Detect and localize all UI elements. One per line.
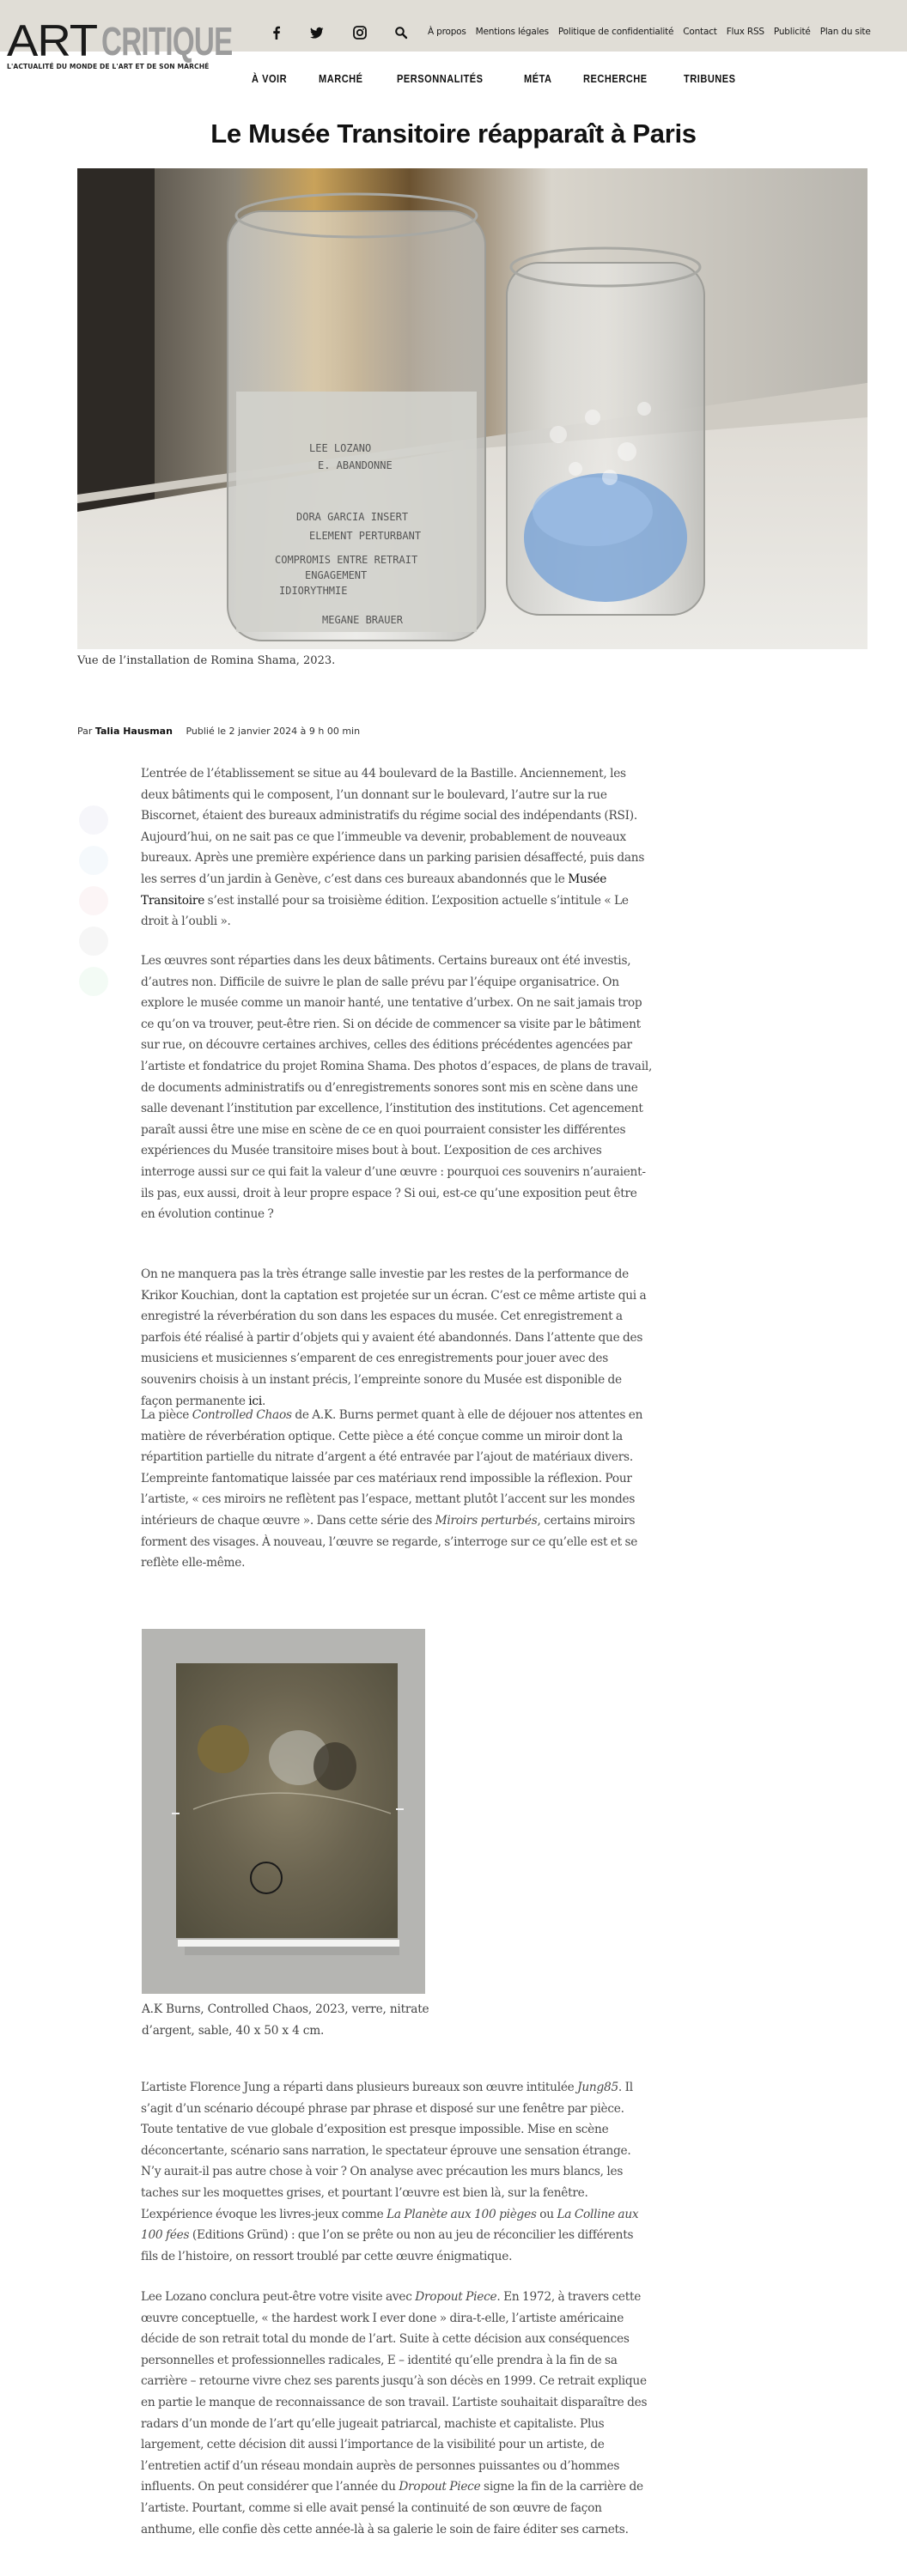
byline-prefix: Par: [77, 726, 93, 737]
article-paragraph-3: [141, 1264, 653, 1412]
p4-text-b: de A.K. Burns permet quant à elle de déjouer nos attentes en matière de réverbération optique. Cette pièce a été conçue comme un miroir dont la répartition partielle du nitrate d’argent a été entravée par l’ajout de matériaux divers. L’empreinte fantomatique laissée par ces matériaux rend impossible la réflexion. Pour l’artiste, « ces miroirs ne reflètent pas l’espace, mettant plutôt l’accent sur les mondes intérieurs de chaque œuvre ». Dans cette série des: [141, 1408, 643, 1528]
p6-text-a: Lee Lozano conclura peut-être votre visite avec: [141, 2290, 416, 2304]
p4-text-a: La pièce: [141, 1408, 192, 1422]
article-title: Le Musée Transitoire réapparaît à Paris: [210, 118, 697, 149]
site-tagline: L'ACTUALITÉ DU MONDE DE L'ART ET DE SON MARCHÉ: [7, 63, 210, 70]
nav-marche[interactable]: MARCHÉ: [319, 72, 363, 85]
p3-text-end: .: [261, 1394, 266, 1408]
byline: [77, 726, 360, 737]
facebook-share-icon[interactable]: [79, 805, 108, 835]
handwriting-3: DORA GARCIA INSERT: [296, 511, 409, 523]
p5-text-d: (Editions Gründ) : que l’on se prête ou non au jeu de réconcilier les différents fils de l’histoire, on ressort troublé par cette œuvre énigmatique.: [141, 2228, 634, 2263]
logo-critique-text: CRITIQUE: [101, 19, 233, 64]
util-link-a-propos[interactable]: À propos: [428, 27, 466, 37]
util-link-flux-rss[interactable]: Flux RSS: [726, 27, 764, 37]
p3-text: On ne manquera pas la très étrange salle investie par les restes de la performance de Krikor Kouchian, dont la captation est projetée sur un écran. C’est ce même artiste qui a enregistré la réverbération du son dans les espaces du musée. Cet enregistrement a parfois été réalisé à partir d’objets qui y avaient été abandonnés. Dans l’attente que des musiciens et musiciennes s’emparent de ces enregistrements pour jouer avec des souvenirs choisis à un instant précis, l’empreinte sonore du Musée est disponible de façon permanente: [141, 1267, 647, 1408]
p4-italic-miroirs: Miroirs perturbés: [435, 1513, 538, 1528]
jars-photo: [77, 168, 867, 649]
controlled-chaos-image: [142, 1629, 425, 1994]
article-paragraph-4: [141, 1405, 653, 1574]
p6-text-b: . En 1972, à travers cette œuvre conceptuelle, « the hardest work I ever done » dira-t-elle, l’artiste américaine décide de son retrait total du monde de l’art. Suite à cette décision aux conséquences personnelles et professionnelles radicales, E – identité qu’elle prendra à la fin de sa carrière – retourne vivre chez ses parents jusqu’à son décès en 1999. Ce retrait explique en partie le manque de reconnaissance de son travail. L’artiste souhaitait disparaître des radars d’un monde de l’art qu’elle jugeait patriarcal, machiste et capitaliste. Plus largement, cette décision dit aussi l’importance de la visibilité pour un artiste, de l’entretien actif d’un réseau mondain auprès de personnes puissantes ou d’hommes influents. On peut considérer que l’année du: [141, 2290, 648, 2494]
p5-text-c: ou: [536, 2207, 557, 2221]
p1-text-end: s’est installé pour sa troisième édition. L’exposition actuelle s’intitule « Le droit à l’oubli ».: [141, 893, 629, 929]
nav-personnalites[interactable]: PERSONNALITÉS: [397, 72, 484, 85]
handwriting-5: COMPROMIS ENTRE RETRAIT: [275, 554, 418, 566]
image2-caption: A.K Burns, Controlled Chaos, 2023, verre, nitrate d’argent, sable, 40 x 50 x 4 cm.: [142, 2002, 429, 2038]
hero-image: [77, 168, 867, 649]
handwriting-2: E. ABANDONNE: [318, 459, 393, 471]
article-paragraph-6: [141, 2287, 653, 2540]
p1-text: L’entrée de l’établissement se situe au 44 boulevard de la Bastille. Anciennement, les deux bâtiments qui le composent, l’un donnant sur le boulevard, l’autre sur la rue Biscornet, étaient des bureaux administratifs du régime social des indépendants (RSI). Aujourd’hui, on ne sait pas ce que l’immeuble va devenir, probablement de nouveaux bureaux. Après une première expérience dans un parking parisien désaffecté, puis dans les serres d’un jardin à Genève, c’est dans ces bureaux abandonnés que le: [141, 767, 645, 886]
handwriting-4: ELEMENT PERTURBANT: [309, 530, 422, 542]
musee-transitoire-link[interactable]: Musée Transitoire: [141, 872, 607, 908]
p4-italic-controlled-chaos: Controlled Chaos: [192, 1408, 292, 1422]
instagram-icon[interactable]: [353, 26, 367, 39]
p6-italic-dropout: Dropout Piece: [415, 2290, 497, 2304]
facebook-icon[interactable]: [270, 26, 283, 39]
handwriting-8: MEGANE BRAUER: [322, 614, 403, 626]
util-link-plan-du-site[interactable]: Plan du site: [819, 27, 871, 37]
p5-text-b: . Il s’agit d’un scénario découpé phrase par phrase et disposé sur une fenêtre par pièce. Toute tentative de vue globale d’exposition est presque impossible. Mise en scène déconcertante, scénario sans narration, le spectateur éprouve une sensation étrange. N’y aurait-il pas autre chose à voir ? On analyse avec précaution les murs blancs, les taches sur les moquettes grises, et pourtant l’œuvre est bien là, sur la fenêtre. L’expérience évoque les livres-jeux comme: [141, 2081, 633, 2221]
nav-recherche[interactable]: RECHERCHE: [582, 72, 648, 85]
article-paragraph-1: [141, 763, 653, 933]
twitter-icon[interactable]: [310, 26, 324, 39]
p6-text-c: signe la fin de la carrière de l’artiste. Pourtant, comme si elle avait pensé la continuité de son œuvre de façon anthume, elle confie dès cette année-là à sa galerie le soin de faire éditer ses carnets.: [141, 2480, 643, 2537]
mirror-artwork-photo: [142, 1629, 425, 1994]
util-link-politique-confidentialite[interactable]: Politique de confidentialité: [557, 27, 674, 37]
p5-italic-colline: La Colline aux 100 fées: [141, 2207, 639, 2243]
hero-caption: Vue de l’installation de Romina Shama, 2023.: [77, 654, 336, 667]
email-share-icon[interactable]: [79, 927, 108, 956]
p5-text-a: L’artiste Florence Jung a réparti dans plusieurs bureaux son œuvre intitulée: [141, 2081, 578, 2094]
util-link-mentions-legales[interactable]: Mentions légales: [475, 27, 549, 37]
handwriting-1: LEE LOZANO: [309, 442, 372, 454]
p2-text: Les œuvres sont réparties dans les deux bâtiments. Certains bureaux ont été investis, d’autres non. Difficile de suivre le plan de salle prévu par l’équipe organisatrice. On explore le musée comme un manoir hanté, une tentative d’urbex. On ne sait jamais trop ce qu’on va trouver, peut-être rien. Si on décide de commencer sa visite par le bâtiment sur rue, on découvre certaines archives, celles des éditions précédentes agencées par l’artiste et fondatrice du projet Romina Shama. Des photos d’espaces, de plans de travail, de documents administratifs ou d’enregistrements sonores sont mis en scène dans une salle devenant l’institution par excellence, l’institution des institutions. Cet agencement paraît aussi être une mise en scène de ce en quoi pourraient consister les différentes expériences du Musée transitoire mises bout à bout. L’exposition de ces archives interroge aussi sur ce qui fait la valeur d’une œuvre : pourquoi ces souvenirs n’auraient-ils pas, eux aussi, droit à leur propre espace ? Si oui, est-ce qu’une exposition peut être en évolution continue ?: [141, 954, 653, 1222]
main-nav: [252, 72, 771, 85]
handwriting-6: ENGAGEMENT: [305, 569, 368, 581]
utility-links: [428, 27, 880, 37]
p4-text-c: , certains miroirs forment des visages. À nouveau, l’œuvre se regarde, s’interroge sur ce qu’elle est et se reflète elle-même.: [141, 1513, 638, 1571]
nav-tribunes[interactable]: TRIBUNES: [684, 72, 736, 85]
search-icon[interactable]: [394, 26, 408, 39]
publish-date: Publié le 2 janvier 2024 à 9 h 00 min: [186, 726, 361, 737]
handwriting-7: IDIORYTHMIE: [279, 585, 348, 597]
article-paragraph-2: [141, 951, 653, 1225]
article-paragraph-5: [141, 2077, 653, 2267]
pinterest-share-icon[interactable]: [79, 886, 108, 915]
whatsapp-share-icon[interactable]: [79, 967, 108, 996]
p5-italic-planete: La Planète aux 100 pièges: [387, 2207, 537, 2221]
twitter-share-icon[interactable]: [79, 846, 108, 875]
author-link[interactable]: Talia Hausman: [94, 726, 173, 737]
p6-italic-dropout-2: Dropout Piece: [399, 2480, 481, 2494]
util-link-publicite[interactable]: Publicité: [773, 27, 811, 37]
p5-italic-jung85: Jung85: [577, 2081, 618, 2094]
sound-imprint-link[interactable]: ici: [248, 1394, 262, 1408]
site-logo[interactable]: [7, 16, 233, 67]
logo-art-text: ART: [7, 16, 98, 66]
util-link-contact[interactable]: Contact: [683, 27, 717, 37]
nav-meta[interactable]: MÉTA: [524, 72, 552, 85]
nav-a-voir[interactable]: À VOIR: [252, 72, 288, 85]
